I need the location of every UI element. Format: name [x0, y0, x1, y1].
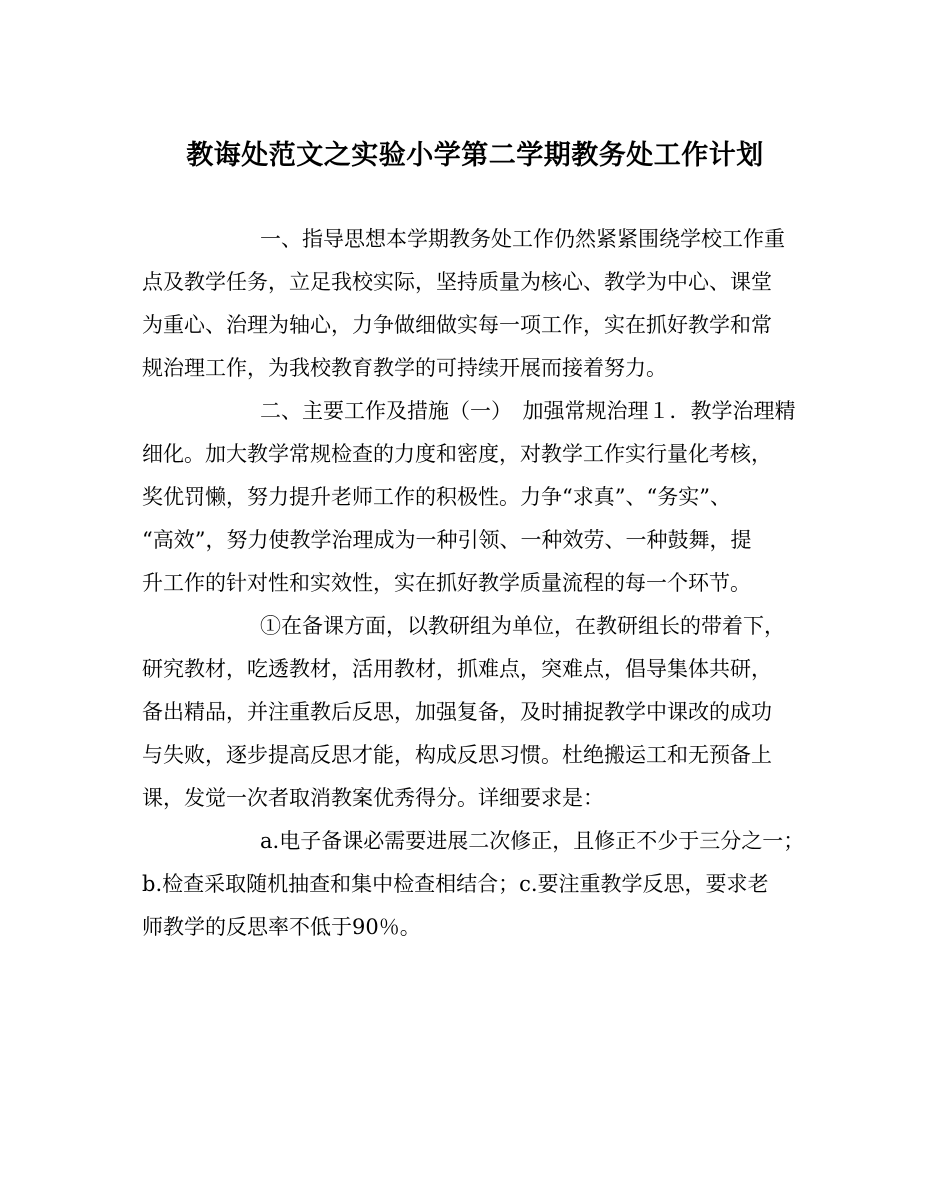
text-line: 规治理工作，为我校教育教学的可持续开展而接着努力。 [142, 356, 667, 380]
text-line: b.检查采取随机抽查和集中检查相结合；c.要注重教学反思，要求老 [142, 872, 769, 896]
paragraph-guiding-ideology [142, 218, 832, 390]
text-line: ①在备课方面，以教研组为单位，在教研组长的带着下， [260, 614, 785, 638]
text-line: 与失败，逐步提高反思才能，构成反思习惯。杜绝搬运工和无预备上 [142, 743, 772, 767]
text-line: 研究教材，吃透教材，活用教材，抓难点，突难点，倡导集体共研， [142, 657, 772, 681]
text-line: 奖优罚懒，努力提升老师工作的积极性。力争“求真”、“务实”、 [142, 485, 731, 509]
paragraph-main-work [142, 390, 832, 605]
document-title: 教诲处范文之实验小学第二学期教务处工作计划 [186, 140, 764, 171]
text-line: 点及教学任务，立足我校实际，坚持质量为核心、教学为中心、课堂 [142, 270, 772, 294]
text-line: 细化。加大教学常规检查的力度和密度，对教学工作实行量化考核， [142, 442, 772, 466]
text-line: 备出精品，并注重教后反思，加强复备，及时捕捉教学中课改的成功 [142, 700, 772, 724]
document-body [142, 218, 832, 949]
paragraph-lesson-preparation [142, 605, 832, 820]
text-line: “高效”，努力使教学治理成为一种引领、一种效劳、一种鼓舞，提 [142, 528, 752, 552]
paragraph-detailed-requirements [142, 820, 832, 949]
text-line: 二、主要工作及措施（一） 加强常规治理１．教学治理精 [260, 399, 796, 423]
text-line: 升工作的针对性和实效性，实在抓好教学质量流程的每一个环节。 [142, 571, 751, 595]
text-line: 课，发觉一次者取消教案优秀得分。详细要求是： [142, 786, 604, 810]
text-line: 为重心、治理为轴心，力争做细做实每一项工作，实在抓好教学和常 [142, 313, 772, 337]
text-line: 一、指导思想本学期教务处工作仍然紧紧围绕学校工作重 [260, 227, 785, 251]
text-line: a.电子备课必需要进展二次修正，且修正不少于三分之一； [260, 829, 805, 853]
text-line: 师教学的反思率不低于90％。 [142, 915, 421, 939]
